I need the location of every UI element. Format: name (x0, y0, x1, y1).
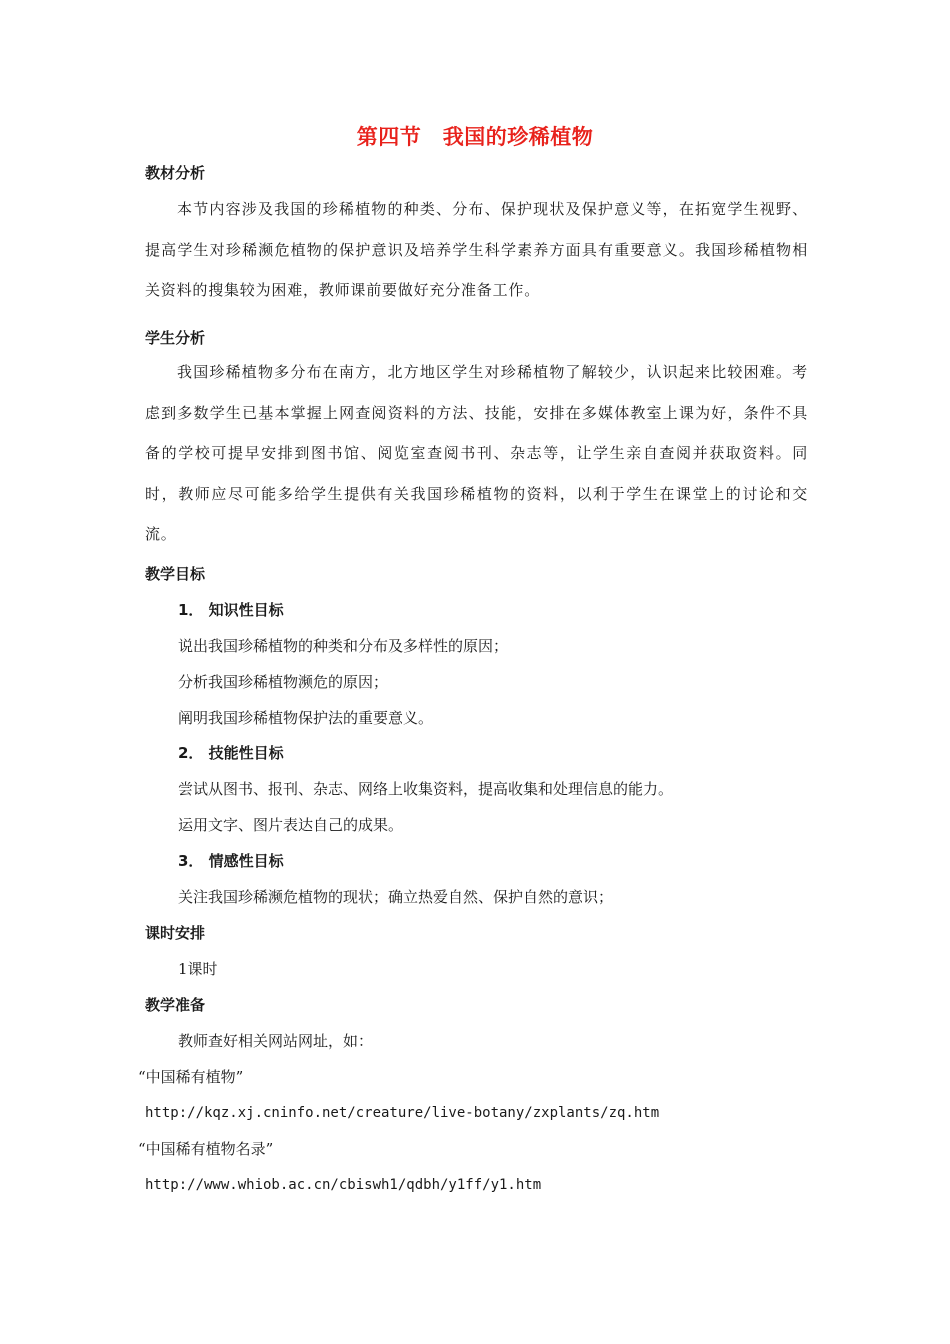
goal-knowledge-item: 阐明我国珍稀植物保护法的重要意义。 (178, 709, 434, 727)
heading-preparation: 教学准备 (145, 996, 206, 1014)
page-title: 第四节 我国的珍稀植物 (356, 125, 594, 149)
goal-skill-label: 2． 技能性目标 (178, 744, 284, 762)
heading-schedule: 课时安排 (145, 924, 206, 942)
goal-emotion-item: 关注我国珍稀濒危植物的现状；确立热爱自然、保护自然的意识； (178, 888, 614, 906)
preparation-intro: 教师查好相关网站网址，如： (178, 1032, 374, 1050)
paragraph-student-analysis: 我国珍稀植物多分布在南方，北方地区学生对珍稀植物了解较少，认识起来比较困难。考虑到多数学生已基本掌握上网查阅资料的方法、技能，安排在多媒体教室上课为好，条件不具备的学校可提早安排到图书馆、阅览室查阅书刊、杂志等，让学生亲自查阅并获取资料。同时，教师应尽可能多给学生提供有关我国珍稀植物的资料，以利于学生在课堂上的讨论和交流。 (145, 363, 808, 543)
schedule-text: 1课时 (178, 960, 218, 978)
link-name: “中国稀有植物名录” (138, 1140, 274, 1158)
url-link[interactable]: http://www.whiob.ac.cn/cbiswh1/qdbh/y1ff/y1.htm (145, 1177, 542, 1193)
paragraph-material-analysis: 本节内容涉及我国的珍稀植物的种类、分布、保护现状及保护意义等，在拓宽学生视野、提高学生对珍稀濒危植物的保护意识及培养学生科学素养方面具有重要意义。我国珍稀植物相关资料的搜集较为困难，教师课前要做好充分准备工作。 (145, 200, 808, 299)
goal-knowledge-label: 1． 知识性目标 (178, 601, 284, 619)
link-name: “中国稀有植物” (138, 1068, 244, 1086)
goal-skill-item: 尝试从图书、报刊、杂志、网络上收集资料，提高收集和处理信息的能力。 (178, 780, 674, 798)
heading-material-analysis: 教材分析 (145, 164, 206, 182)
goal-knowledge-item: 说出我国珍稀植物的种类和分布及多样性的原因； (178, 637, 509, 655)
url-link[interactable]: http://kqz.xj.cninfo.net/creature/live-botany/zxplants/zq.htm (145, 1105, 660, 1121)
goal-skill-item: 运用文字、图片表达自己的成果。 (178, 816, 404, 834)
goal-emotion-label: 3． 情感性目标 (178, 852, 284, 870)
heading-teaching-goals: 教学目标 (145, 565, 206, 583)
heading-student-analysis: 学生分析 (145, 329, 206, 347)
goal-knowledge-item: 分析我国珍稀植物濒危的原因； (178, 673, 389, 691)
